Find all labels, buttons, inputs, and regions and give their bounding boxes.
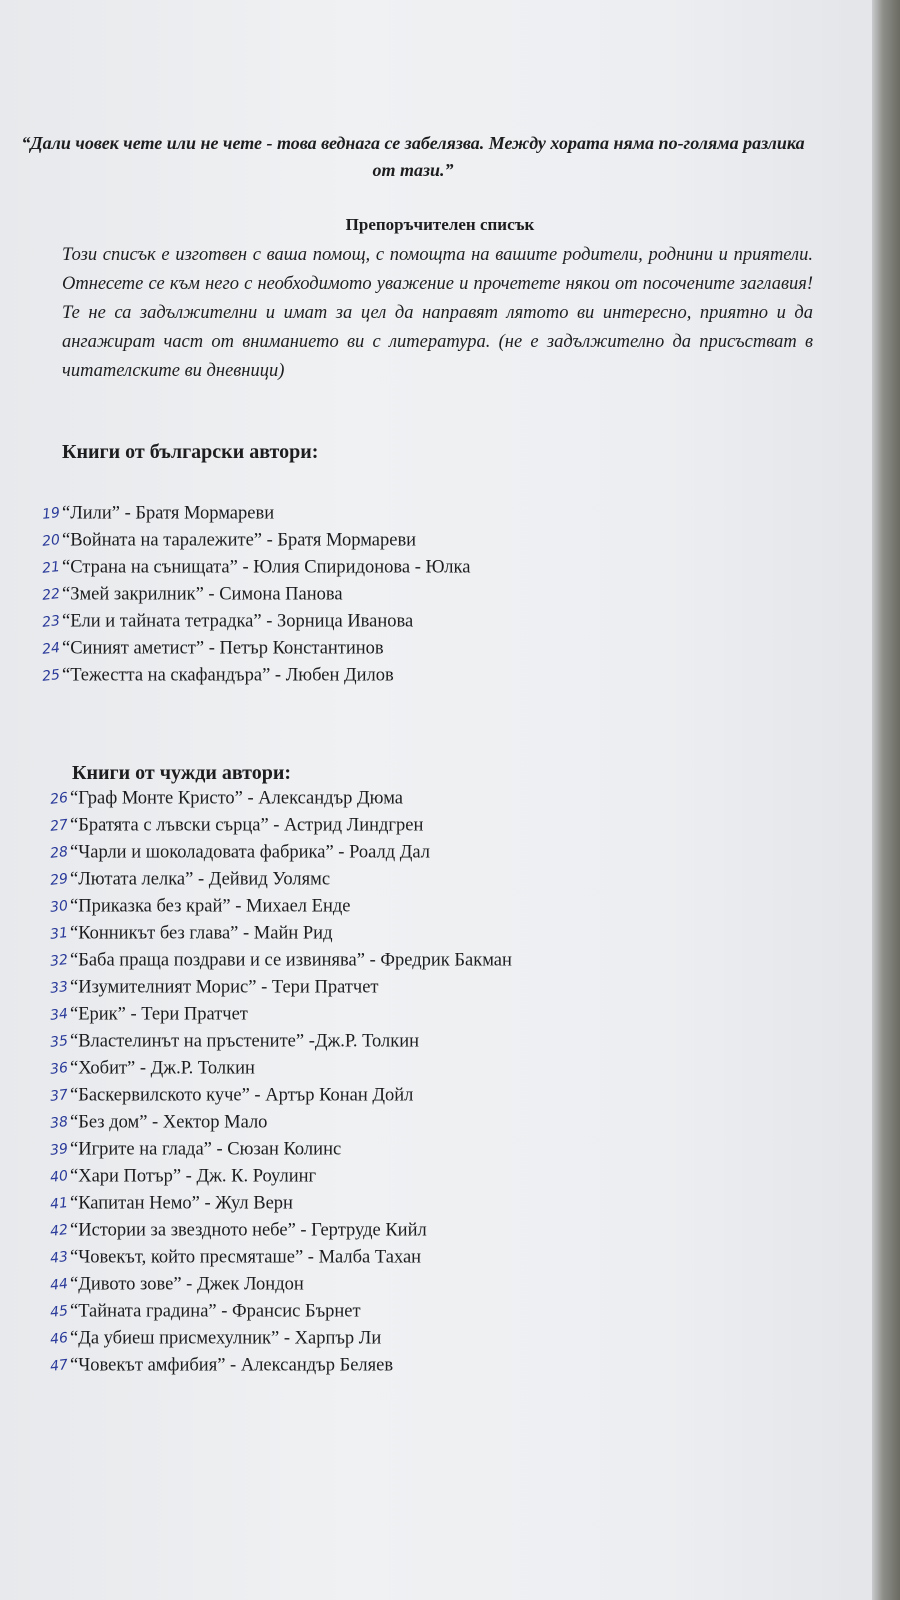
handwritten-number: 44 bbox=[49, 1276, 69, 1295]
list-heading: Препоръчителен списък bbox=[345, 215, 535, 234]
handwritten-number: 45 bbox=[49, 1303, 69, 1322]
book-title-author: “Ерик” - Тери Пратчет bbox=[70, 1004, 248, 1025]
book-list-item bbox=[36, 608, 470, 635]
book-title-author: “Конникът без глава” - Майн Рид bbox=[70, 923, 333, 944]
book-list-item bbox=[44, 1217, 512, 1244]
book-title-author: “Хари Потър” - Дж. К. Роулинг bbox=[70, 1166, 317, 1187]
book-title-author: “Изумителният Морис” - Тери Пратчет bbox=[70, 977, 379, 998]
book-list-item bbox=[44, 1325, 512, 1352]
book-list-item bbox=[44, 1271, 512, 1298]
book-list-item bbox=[44, 1082, 512, 1109]
book-list-item bbox=[44, 920, 512, 947]
book-list-item bbox=[36, 527, 470, 554]
handwritten-number: 21 bbox=[41, 559, 61, 578]
book-list-item bbox=[44, 812, 512, 839]
bulgarian-books-list bbox=[36, 500, 470, 689]
handwritten-number: 32 bbox=[49, 952, 69, 971]
handwritten-number: 38 bbox=[49, 1114, 69, 1133]
book-list-item bbox=[36, 581, 470, 608]
book-title-author: “Братята с лъвски сърца” - Астрид Линдгрен bbox=[70, 815, 424, 836]
book-title-author: “Ели и тайната тетрадка” - Зорница Иванова bbox=[62, 611, 414, 632]
book-list-item bbox=[44, 839, 512, 866]
book-title-author: “Баба праща поздрави и се извинява” - Фредрик Бакман bbox=[70, 950, 512, 971]
book-title-author: “Властелинът на пръстените” -Дж.Р. Толкин bbox=[70, 1031, 420, 1052]
book-title-author: “Дивото зове” - Джек Лондон bbox=[70, 1274, 304, 1295]
handwritten-number: 35 bbox=[49, 1033, 69, 1052]
book-title-author: “Баскервилското куче” - Артър Конан Дойл bbox=[70, 1085, 414, 1106]
handwritten-number: 26 bbox=[49, 790, 69, 809]
book-list-item bbox=[44, 1055, 512, 1082]
handwritten-number: 40 bbox=[49, 1168, 69, 1187]
book-title-author: “Човекът, който пресмяташе” - Малба Тахан bbox=[70, 1247, 422, 1268]
book-title-author: “Чарли и шоколадовата фабрика” - Роалд Дал bbox=[70, 842, 431, 863]
handwritten-number: 43 bbox=[49, 1249, 69, 1268]
handwritten-number: 33 bbox=[49, 979, 69, 998]
book-list-item bbox=[36, 500, 470, 527]
handwritten-number: 46 bbox=[49, 1330, 69, 1349]
book-list-item bbox=[36, 635, 470, 662]
handwritten-number: 20 bbox=[41, 532, 61, 551]
handwritten-number: 34 bbox=[49, 1006, 69, 1025]
book-title-author: “Лили” - Братя Мормареви bbox=[62, 503, 275, 524]
book-list-item bbox=[44, 893, 512, 920]
book-list-item bbox=[44, 1109, 512, 1136]
book-title-author: “Лютата лелка” - Дейвид Уолямс bbox=[70, 869, 331, 890]
handwritten-number: 47 bbox=[49, 1357, 69, 1376]
handwritten-number: 42 bbox=[49, 1222, 69, 1241]
book-list-item bbox=[36, 662, 470, 689]
book-list-item bbox=[44, 1001, 512, 1028]
foreign-section-title: Книги от чужди автори: bbox=[72, 762, 292, 784]
handwritten-number: 22 bbox=[41, 586, 61, 605]
handwritten-number: 19 bbox=[41, 505, 61, 524]
book-list-item bbox=[44, 1163, 512, 1190]
handwritten-number: 30 bbox=[49, 898, 69, 917]
handwritten-number: 27 bbox=[49, 817, 69, 836]
handwritten-number: 31 bbox=[49, 925, 69, 944]
book-title-author: “Без дом” - Хектор Мало bbox=[70, 1112, 268, 1133]
foreign-books-list bbox=[44, 785, 512, 1379]
book-title-author: “Игрите на глада” - Сюзан Колинс bbox=[70, 1139, 342, 1160]
handwritten-number: 36 bbox=[49, 1060, 69, 1079]
book-list-item bbox=[44, 1028, 512, 1055]
handwritten-number: 24 bbox=[41, 640, 61, 659]
book-title-author: “Змей закрилник” - Симона Панова bbox=[62, 584, 343, 605]
book-list-item bbox=[44, 1136, 512, 1163]
book-title-author: “Войната на таралежите” - Братя Мормареви bbox=[62, 530, 417, 551]
bulgarian-section-title: Книги от български автори: bbox=[62, 441, 319, 463]
book-list-item bbox=[44, 785, 512, 812]
book-title-author: “Да убиеш присмехулник” - Харпър Ли bbox=[70, 1328, 382, 1349]
book-title-author: “Тежестта на скафандъра” - Любен Дилов bbox=[62, 665, 394, 686]
book-title-author: “Синият аметист” - Петър Константинов bbox=[62, 638, 384, 659]
book-list-item bbox=[44, 1244, 512, 1271]
handwritten-number: 28 bbox=[49, 844, 69, 863]
book-list-item bbox=[44, 1190, 512, 1217]
book-title-author: “Приказка без край” - Михаел Енде bbox=[70, 896, 351, 917]
book-title-author: “Граф Монте Кристо” - Александър Дюма bbox=[70, 788, 404, 809]
book-list-item bbox=[44, 947, 512, 974]
handwritten-number: 39 bbox=[49, 1141, 69, 1160]
book-title-author: “Истории за звездното небе” - Гертруде Кийл bbox=[70, 1220, 427, 1241]
handwritten-number: 41 bbox=[49, 1195, 69, 1214]
book-list-item bbox=[44, 866, 512, 893]
background-edge bbox=[872, 0, 900, 1600]
book-list-item bbox=[44, 1298, 512, 1325]
book-title-author: “Хобит” - Дж.Р. Толкин bbox=[70, 1058, 255, 1079]
book-title-author: “Страна на сънищата” - Юлия Спиридонова - Юлка bbox=[62, 557, 471, 578]
intro-paragraph: Този списък е изготвен с ваша помощ, с помощта на вашите родители, роднини и приятели. Отнесете се към него с необходимото уважение и прочетете някои от посочените заглавия! Те не са задължителни и имат за цел да направят лятото ви интересно, приятно и да ангажират част от вниманието ви с литература. (не е задължително да присъстват в читателските ви дневници) bbox=[62, 245, 813, 381]
book-list-item bbox=[44, 1352, 512, 1379]
book-list-item bbox=[44, 974, 512, 1001]
handwritten-number: 23 bbox=[41, 613, 61, 632]
book-title-author: “Капитан Немо” - Жул Верн bbox=[70, 1193, 293, 1214]
handwritten-number: 25 bbox=[41, 667, 61, 686]
handwritten-number: 37 bbox=[49, 1087, 69, 1106]
epigraph-quote: “Дали човек чете или не чете - това веднага се забелязва. Между хората няма по-голяма разлика от тази.” bbox=[21, 133, 805, 180]
book-list-item bbox=[36, 554, 470, 581]
handwritten-number: 29 bbox=[49, 871, 69, 890]
book-title-author: “Човекът амфибия” - Александър Беляев bbox=[70, 1355, 394, 1376]
book-title-author: “Тайната градина” - Франсис Бърнет bbox=[70, 1301, 361, 1322]
